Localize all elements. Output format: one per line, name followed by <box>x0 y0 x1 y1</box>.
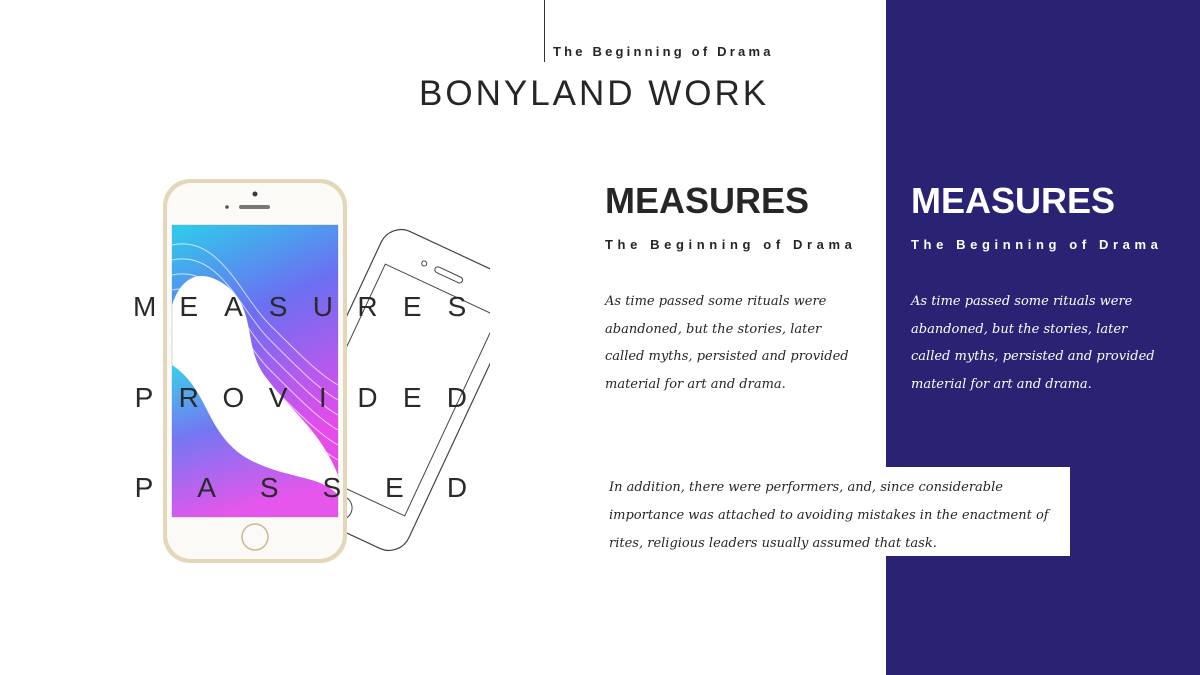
overlay-letter: V <box>268 382 288 413</box>
column-2-subtitle: The Beginning of Drama <box>911 237 1163 252</box>
overlay-letter: A <box>197 472 216 503</box>
column-1-title: MEASURES <box>605 180 810 221</box>
overlay-letter: E <box>402 291 422 322</box>
overlay-letter: O <box>222 382 245 413</box>
overlay-letter: R <box>178 382 199 413</box>
overlay-letter: M <box>133 291 157 322</box>
overlay-letter: A <box>224 291 243 322</box>
overlay-letter: S <box>259 472 279 503</box>
column-2-title: MEASURES <box>911 180 1116 221</box>
overlay-letter: E <box>179 291 199 322</box>
bottom-paragraph: In addition, there were performers, and, since considerable importance was attached to avoiding mistakes in the enactment of rites, religious leaders usually assumed that task. <box>609 480 1049 551</box>
overlay-letter: P <box>134 382 154 413</box>
bottom-text-box <box>598 467 1070 556</box>
gold-phone <box>163 179 347 563</box>
column-1-subtitle: The Beginning of Drama <box>605 237 857 252</box>
overlay-word-measures <box>133 291 468 323</box>
overlay-letter: S <box>268 291 288 322</box>
overlay-letter: S <box>447 291 467 322</box>
phone-illustration <box>150 175 490 570</box>
header-title: BONYLAND WORK <box>419 74 770 113</box>
overlay-letter: P <box>134 472 154 503</box>
overlay-letter: E <box>402 382 422 413</box>
overlay-letter: E <box>385 472 404 503</box>
overlay-letter: D <box>446 472 468 503</box>
overlay-letter: I <box>318 382 327 413</box>
overlay-letter: D <box>446 382 468 413</box>
overlay-letter: R <box>357 291 378 322</box>
overlay-letter: D <box>357 382 378 413</box>
header-divider-line <box>544 0 545 62</box>
column-2-body: As time passed some rituals were abandoned, but the stories, later called myths, persisted and provided material for art and drama. <box>911 294 1155 392</box>
overlay-word-passed <box>133 472 468 504</box>
header-subtitle: The Beginning of Drama <box>553 44 774 59</box>
column-1-body: As time passed some rituals were abandoned, but the stories, later called myths, persisted and provided material for art and drama. <box>605 294 849 392</box>
overlay-letter: U <box>312 291 333 322</box>
overlay-word-provided <box>133 382 468 414</box>
overlay-letter: S <box>322 472 342 503</box>
